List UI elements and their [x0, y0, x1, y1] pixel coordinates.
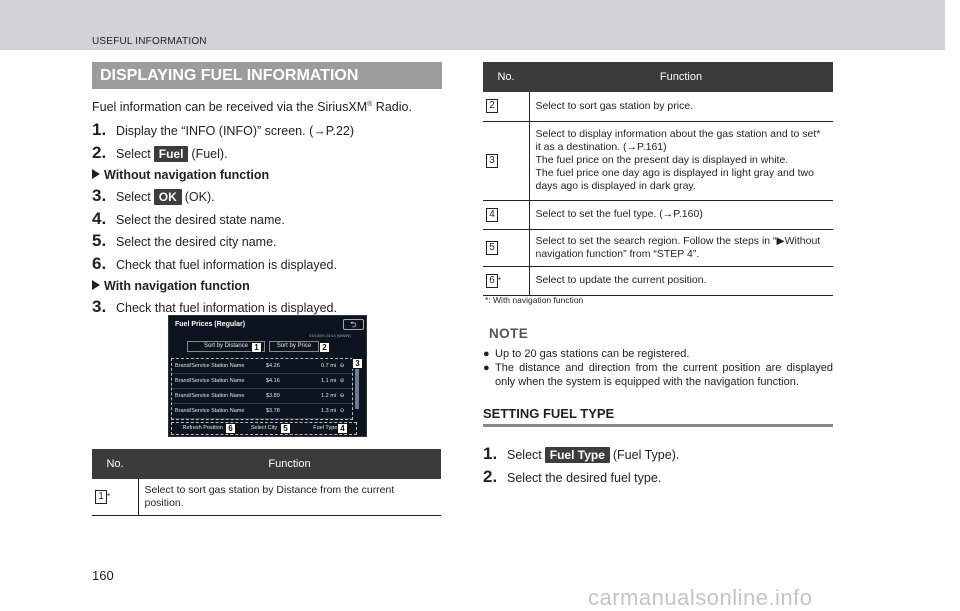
table-row [483, 200, 833, 229]
station-price: $4.16 [266, 378, 280, 384]
step-number: 2. [92, 142, 107, 162]
table-row [483, 266, 833, 295]
station-price: $3.78 [266, 408, 280, 414]
station-distance: 1.1 mi [321, 378, 336, 384]
function-table-right [483, 62, 833, 296]
station-row[interactable] [172, 389, 352, 404]
step-2 [92, 143, 442, 166]
registered-mark: ® [367, 100, 373, 108]
steps-list [92, 120, 442, 320]
station-row[interactable] [172, 359, 352, 374]
step-text: Select [507, 448, 542, 462]
select-city-button[interactable]: Select City [250, 425, 278, 431]
header-section: USEFUL INFORMATION [92, 36, 207, 47]
table-row [92, 479, 441, 516]
station-name: Brand/Service Station Name [175, 408, 245, 414]
bullet-icon: ● [483, 362, 490, 374]
intro-pre: Fuel information can be received via the SiriusXM [92, 100, 368, 114]
screen-date: 03/15/09 23:44 (WWW) [309, 333, 351, 338]
fuel-button[interactable]: Fuel [154, 146, 189, 162]
column-function: Function [138, 449, 441, 479]
step-1 [92, 120, 442, 143]
bullet-icon: ● [483, 348, 490, 360]
step-5 [92, 231, 442, 254]
row-number [483, 121, 529, 200]
screen-bottom-bar [171, 422, 357, 435]
callout-4: 4 [337, 423, 348, 434]
column-no: No. [92, 449, 138, 479]
asterisk: * [107, 492, 111, 501]
step-text: Select the desired state name. [116, 212, 285, 227]
fuel-prices-screenshot [168, 315, 367, 437]
intro-text [92, 100, 442, 114]
step-number: 4. [92, 208, 107, 228]
section2-steps [483, 444, 833, 489]
subheading-text: With navigation function [104, 279, 250, 293]
triangle-icon [92, 280, 100, 290]
callout-5: 5 [280, 423, 291, 434]
number-box: 4 [486, 208, 498, 222]
step-text: (Fuel). [191, 146, 228, 161]
station-price: $4.26 [266, 363, 280, 369]
table-row [483, 229, 833, 266]
step-number: 3. [92, 186, 107, 205]
station-row[interactable] [172, 404, 352, 419]
number-box: 5 [486, 241, 498, 255]
station-name: Brand/Service Station Name [175, 393, 245, 399]
callout-1: 1 [251, 342, 262, 353]
page-number: 160 [92, 568, 114, 583]
step-text: Select the desired city name. [116, 235, 277, 249]
note-item [483, 361, 833, 389]
note-list [483, 347, 833, 389]
step-3 [92, 186, 442, 209]
fuel-type-pill-button[interactable]: Fuel Type [545, 447, 610, 463]
number-box: 6 [486, 274, 498, 288]
row-number [483, 229, 529, 266]
direction-icon: ⊖ [339, 363, 345, 369]
step-6 [92, 254, 442, 277]
step-number: 3. [92, 297, 107, 316]
step-text: Select the desired fuel type. [507, 470, 662, 485]
back-icon[interactable]: ⮌ [343, 319, 364, 330]
table-header [483, 62, 833, 92]
function-table-left [92, 449, 441, 516]
step-number: 1. [483, 444, 498, 463]
note-text: Up to 20 gas stations can be registered. [495, 348, 690, 360]
station-name: Brand/Service Station Name [175, 378, 245, 384]
footnote: *: With navigation function [485, 295, 584, 305]
subheading-with-nav [92, 276, 442, 297]
ok-button[interactable]: OK [154, 189, 182, 205]
step-number: 5. [92, 231, 107, 250]
left-column [92, 62, 442, 320]
row-function: Select to sort gas station by Distance from the current position. [138, 479, 441, 516]
watermark: carmanualsonline.info [588, 585, 813, 610]
right-column [483, 295, 833, 489]
table-row [483, 121, 833, 200]
note-item [483, 347, 833, 361]
note-heading: NOTE [489, 326, 529, 341]
direction-icon: ⊖ [339, 393, 345, 399]
step-number: 6. [92, 253, 107, 273]
subheading-without-nav [92, 165, 442, 186]
s2-step-1 [483, 444, 833, 467]
section2-title: SETTING FUEL TYPE [483, 406, 833, 427]
row-number [92, 479, 138, 516]
s2-step-2 [483, 467, 833, 490]
row-number [483, 200, 529, 229]
row-function: Select to display information about the gas station and to set* it as a destination. (→P.161) The fuel price on the present day is displayed in white. The fuel price one day ago is displayed in light gray and two days ago is displayed in dark gray. [529, 121, 833, 200]
step-number: 2. [483, 466, 498, 486]
station-distance: 0.7 mi [321, 363, 336, 369]
step-text: Check that fuel information is displayed. [116, 257, 337, 272]
step-text: Check that fuel information is displayed. [116, 301, 337, 315]
step-text: Select [116, 146, 151, 161]
triangle-icon [92, 169, 100, 179]
number-box: 3 [486, 154, 498, 168]
row-function: Select to update the current position. [529, 266, 833, 295]
subheading-text: Without navigation function [104, 168, 270, 182]
step-text: Select [116, 190, 151, 204]
column-function: Function [529, 62, 833, 92]
screen-title: Fuel Prices (Regular) [175, 321, 246, 328]
number-box: 1 [95, 490, 107, 504]
row-number [483, 266, 529, 295]
sort-by-price-button[interactable]: Sort by Price [269, 341, 319, 352]
station-distance: 1.2 mi [321, 393, 336, 399]
section-title: DISPLAYING FUEL INFORMATION [92, 62, 442, 89]
step-text: (OK). [184, 190, 215, 204]
column-no: No. [483, 62, 529, 92]
note-text: The distance and direction from the current position are displayed only when the system is equipped with the navigation function. [495, 362, 833, 388]
station-list [171, 358, 353, 420]
refresh-position-button[interactable]: Refresh Position [182, 425, 223, 431]
step-number: 1. [92, 120, 107, 139]
table-row [483, 92, 833, 121]
callout-6: 6 [225, 423, 236, 434]
direction-icon: ⊘ [339, 378, 345, 384]
callout-3: 3 [352, 358, 363, 369]
table-header [92, 449, 441, 479]
step-text: Display the “INFO (INFO)” screen. (→P.22) [116, 124, 355, 138]
station-price: $3.80 [266, 393, 280, 399]
step-4 [92, 209, 442, 232]
row-function: Select to sort gas station by price. [529, 92, 833, 121]
row-number [483, 92, 529, 121]
callout-2: 2 [319, 342, 330, 353]
station-distance: 1.3 mi [321, 408, 336, 414]
row-function: Select to set the fuel type. (→P.160) [529, 200, 833, 229]
row-function: Select to set the search region. Follow the steps in “▶Without navigation function” from “STEP 4”. [529, 229, 833, 266]
number-box: 2 [486, 99, 498, 113]
header-bar [0, 0, 945, 50]
intro-post: Radio. [372, 100, 412, 114]
station-row[interactable] [172, 374, 352, 389]
station-name: Brand/Service Station Name [175, 363, 245, 369]
step-text: (Fuel Type). [612, 448, 680, 462]
sort-by-distance-button[interactable]: Sort by Distance [187, 341, 265, 352]
direction-icon: ⊙ [339, 408, 345, 414]
asterisk: * [498, 275, 502, 285]
fuel-type-button[interactable]: Fuel Type [313, 425, 338, 431]
